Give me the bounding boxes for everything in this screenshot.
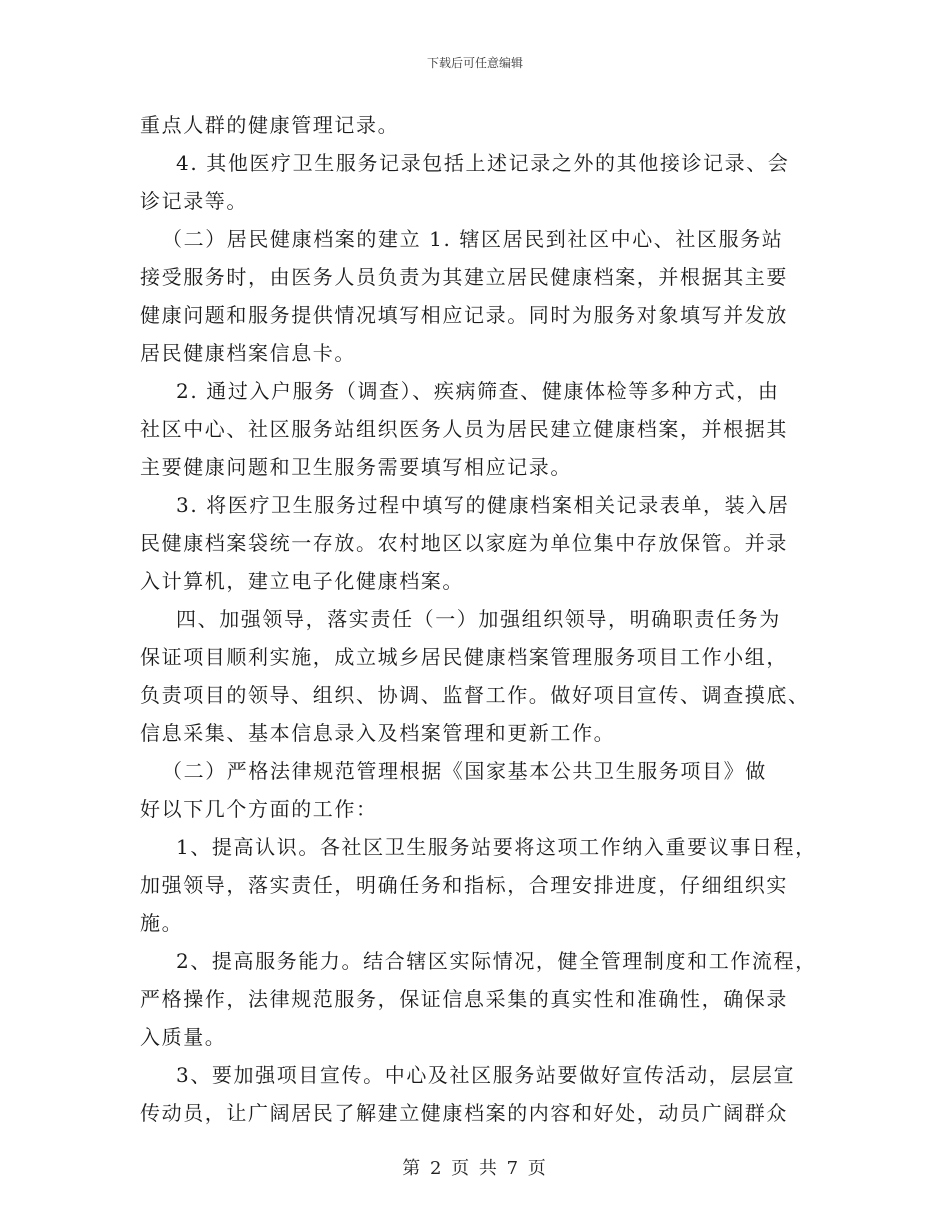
page-header-note: 下载后可任意编辑: [426, 56, 523, 70]
paragraph-line: 严格操作，法律规范服务，保证信息采集的真实性和准确性，确保录: [140, 987, 788, 1011]
paragraph-line: 入质量。: [140, 1025, 227, 1049]
paragraph-line: 入计算机，建立电子化健康档案。: [140, 569, 464, 593]
paragraph-line: 民健康档案袋统一存放。农村地区以家庭为单位集中存放保管。并录: [140, 531, 788, 555]
paragraph-line: 2、提高服务能力。结合辖区实际情况，健全管理制度和工作流程，: [176, 949, 817, 973]
paragraph-line: 3. 将医疗卫生服务过程中填写的健康档案相关记录表单，装入居: [176, 493, 790, 517]
paragraph-line: 信息采集、基本信息录入及档案管理和更新工作。: [140, 721, 616, 745]
paragraph-line: 2. 通过入户服务（调查）、疾病筛查、健康体检等多种方式，由: [176, 379, 780, 403]
paragraph-line: 保证项目顺利实施，成立城乡居民健康档案管理服务项目工作小组，: [140, 645, 788, 669]
paragraph-line: 诊记录等。: [140, 189, 248, 213]
paragraph-line: 好以下几个方面的工作：: [140, 797, 378, 821]
paragraph-line: 健康问题和服务提供情况填写相应记录。同时为服务对象填写并发放: [140, 303, 788, 327]
paragraph-line: 社区中心、社区服务站组织医务人员为居民建立健康档案，并根据其: [140, 417, 788, 441]
document-body: [140, 106, 817, 1132]
paragraph-line: 加强领导，落实责任，明确任务和指标，合理安排进度，仔细组织实: [140, 873, 788, 897]
paragraph-line: 重点人群的健康管理记录。: [140, 113, 400, 137]
paragraph-line: （二）居民健康档案的建立 1. 辖区居民到社区中心、社区服务站: [162, 227, 784, 251]
paragraph-line: 传动员，让广阔居民了解建立健康档案的内容和好处，动员广阔群众: [140, 1101, 788, 1125]
paragraph-line: 3、要加强项目宣传。中心及社区服务站要做好宣传活动，层层宣: [176, 1063, 796, 1087]
paragraph-line: （二）严格法律规范管理根据《国家基本公共卫生服务项目》做: [162, 759, 767, 783]
paragraph-line: 四、加强领导，落实责任（一）加强组织领导，明确职责任务为: [176, 607, 781, 631]
paragraph-line: 施。: [140, 911, 184, 935]
paragraph-line: 主要健康问题和卫生服务需要填写相应记录。: [140, 455, 572, 479]
page-number: 第 2 页 共 7 页: [402, 1158, 548, 1179]
paragraph-line: 居民健康档案信息卡。: [140, 341, 356, 365]
paragraph-line: 接受服务时，由医务人员负责为其建立居民健康档案，并根据其主要: [140, 265, 788, 289]
paragraph-line: 1、提高认识。各社区卫生服务站要将这项工作纳入重要议事日程，: [176, 835, 817, 859]
paragraph-line: 负责项目的领导、组织、协调、监督工作。做好项目宣传、调查摸底、: [140, 683, 810, 707]
paragraph-line: 4. 其他医疗卫生服务记录包括上述记录之外的其他接诊记录、会: [176, 151, 790, 175]
